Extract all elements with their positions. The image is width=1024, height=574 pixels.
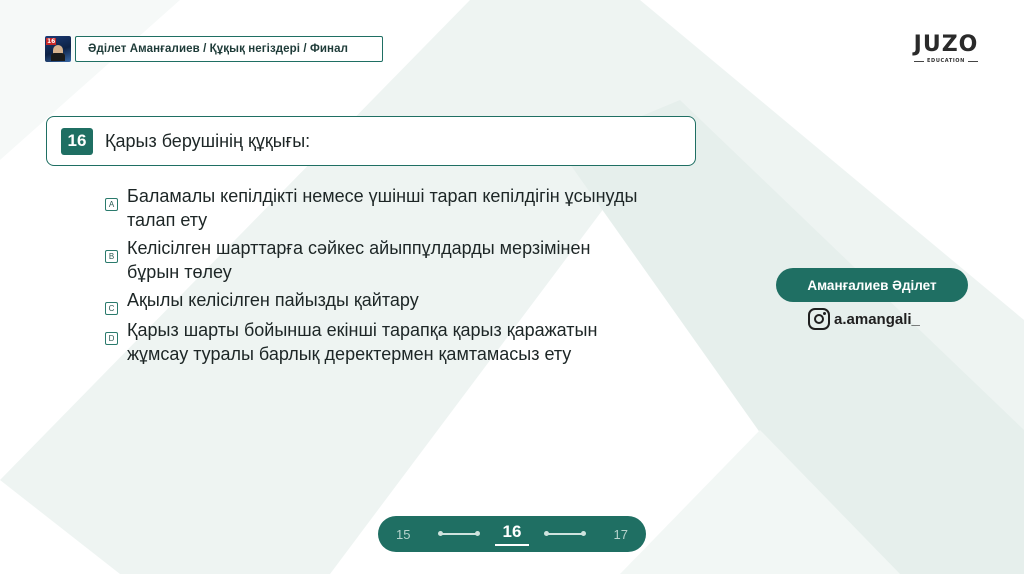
arrow-right-icon[interactable] <box>546 533 584 535</box>
answer-d-line-1: Қарыз шарты бойынша екінші тарапқа қарыз қаражатын <box>127 320 598 340</box>
presenter-thumbnail: 16 <box>45 36 71 62</box>
answer-b-line-2: бұрын төлеу <box>127 262 232 282</box>
logo-sub <box>908 58 984 64</box>
instagram-handle: a.amangali_ <box>834 310 920 328</box>
arrow-left-icon[interactable] <box>440 533 478 535</box>
answer-option-d[interactable] <box>105 318 705 366</box>
answer-option-b[interactable] <box>105 236 705 284</box>
answer-a-line-2: талап ету <box>127 210 208 230</box>
answer-text-a <box>127 184 637 232</box>
breadcrumb-text: Әділет Аманғалиев / Құқық негіздері / Финал <box>88 43 349 55</box>
page-current-number: 16 <box>502 522 522 542</box>
page-prev[interactable]: 15 <box>396 526 411 542</box>
answer-letter-b: B <box>105 250 118 263</box>
answer-letter-c: C <box>105 302 118 315</box>
answer-text-c <box>127 288 419 315</box>
question-box <box>46 116 696 166</box>
page-current <box>495 516 529 552</box>
logo-text: JUZO <box>913 32 979 57</box>
logo-sub-text: EDUCATION <box>927 58 965 64</box>
answer-c-line-1: Ақылы келісілген пайызды қайтару <box>127 290 419 310</box>
question-number: 16 <box>61 128 93 155</box>
question-text: Қарыз берушінің құқығы: <box>105 130 311 151</box>
answer-letter-d: D <box>105 332 118 345</box>
answer-option-c[interactable] <box>105 288 705 315</box>
answer-a-line-1: Баламалы кепілдікті немесе үшінші тарап кепілдігін ұсынуды <box>127 186 638 206</box>
page-next[interactable]: 17 <box>613 526 628 542</box>
answer-letter-a: A <box>105 198 118 211</box>
answer-d-line-2: жұмсау туралы барлық деректермен қамтамасыз ету <box>127 344 572 364</box>
breadcrumb <box>75 36 383 62</box>
juzo-logo <box>908 34 984 64</box>
instagram-icon <box>808 308 830 330</box>
pagination <box>378 516 646 552</box>
author-name: Аманғалиев Әділет <box>807 277 937 293</box>
answer-b-line-1: Келісілген шарттарға сәйкес айыппұлдарды мерзімінен <box>127 238 591 258</box>
instagram-link[interactable] <box>808 308 920 330</box>
answer-text-d <box>127 318 597 366</box>
author-badge <box>776 268 968 302</box>
current-page-underline <box>495 544 529 546</box>
answer-option-a[interactable] <box>105 184 705 232</box>
answer-text-b <box>127 236 590 284</box>
